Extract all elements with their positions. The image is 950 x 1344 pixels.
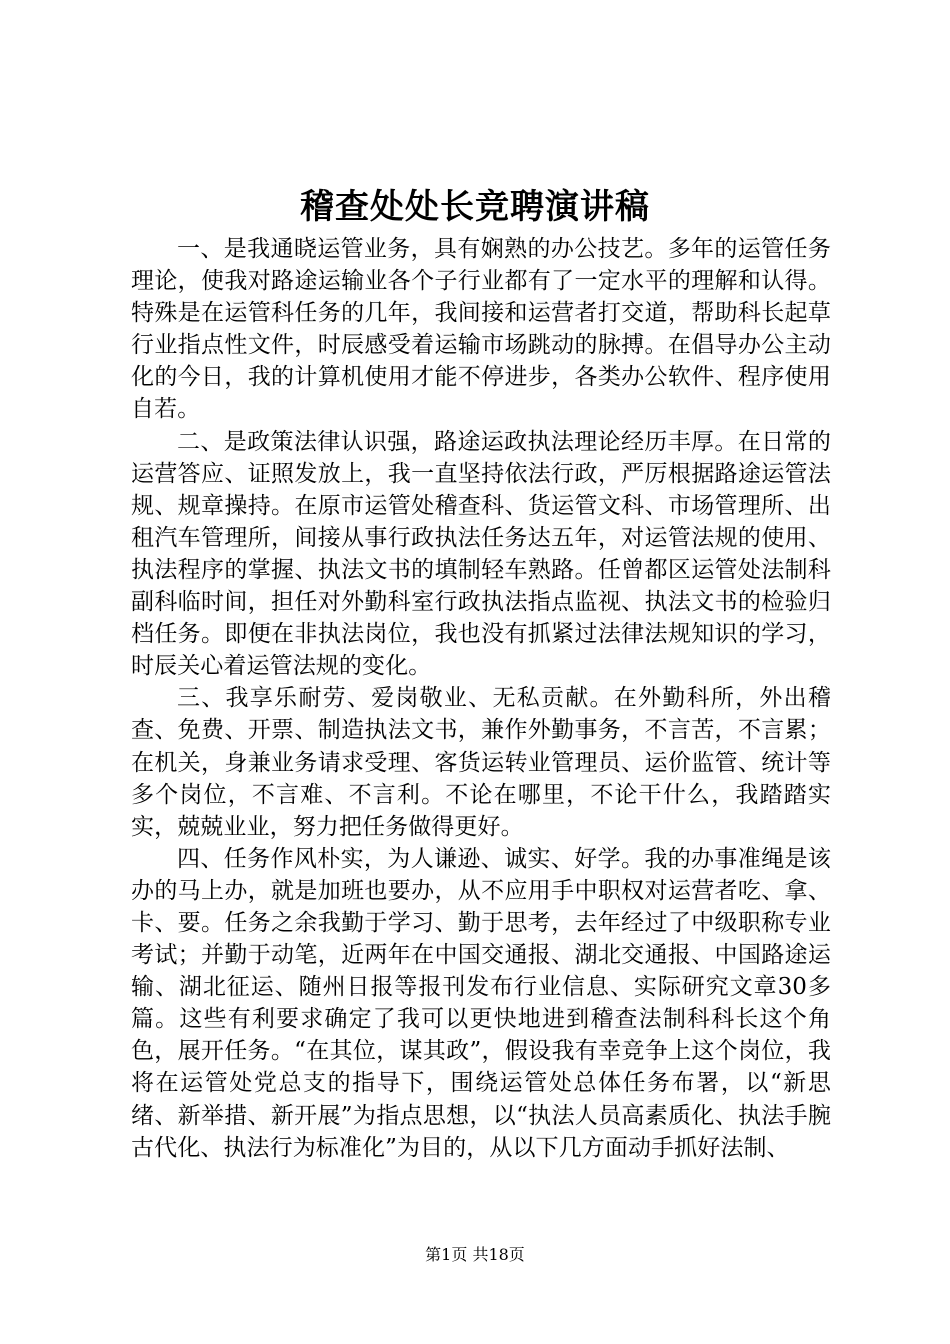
document-body [131,233,831,1164]
paragraph-1: 一、是我通晓运管业务，具有娴熟的办公技艺。多年的运管任务理论，使我对路途运输业各个子行业都有了一定水平的理解和认得。特殊是在运管科任务的几年，我间接和运营者打交道，帮助科长起草行业指点性文件，时辰感受着运输市场跳动的脉搏。在倡导办公主动化的今日，我的计算机使用才能不停进步，各类办公软件、程序使用自若。 [131,236,831,423]
page-footer: 第1页 共18页 [425,1245,525,1264]
page-title: 稽查处处长竞聘演讲稿 [300,187,650,227]
paragraph-4: 四、任务作风朴实，为人谦逊、诚实、好学。我的办事准绳是该办的马上办，就是加班也要办，从不应用手中职权对运营者吃、拿、卡、要。任务之余我勤于学习、勤于思考，去年经过了中级职称专业考试；并勤于动笔，近两年在中国交通报、湖北交通报、中国路途运输、湖北征运、随州日报等报刊发布行业信息、实际研究文章30多篇。这些有利要求确定了我可以更快地进到稽查法制科科长这个角色，展开任务。“在其位，谋其政”，假设我有幸竞争上这个岗位，我将在运管处党总支的指导下，围绕运管处总体任务布署，以“新思绪、新举措、新开展”为指点思想，以“执法人员高素质化、执法手腕古代化、执法行为标准化”为目的，从以下几方面动手抓好法制、 [131,845,831,1161]
paragraph-2: 二、是政策法律认识强，路途运政执法理论经历丰厚。在日常的运营答应、证照发放上，我一直坚持依法行政，严厉根据路途运管法规、规章操持。在原市运管处稽查科、货运管文科、市场管理所、出租汽车管理所，间接从事行政执法任务达五年，对运管法规的使用、执法程序的掌握、执法文书的填制轻车熟路。任曾都区运管处法制科副科临时间，担任对外勤科室行政执法指点监视、执法文书的检验归档任务。即便在非执法岗位，我也没有抓紧过法律法规知识的学习，时辰关心着运管法规的变化。 [131,428,831,680]
paragraph-3: 三、我享乐耐劳、爱岗敬业、无私贡献。在外勤科所，外出稽查、免费、开票、制造执法文书，兼作外勤事务，不言苦，不言累；在机关，身兼业务请求受理、客货运转业管理员、运价监管、统计等多个岗位，不言难、不言利。不论在哪里，不论干什么，我踏踏实实，兢兢业业，努力把任务做得更好。 [131,685,831,840]
